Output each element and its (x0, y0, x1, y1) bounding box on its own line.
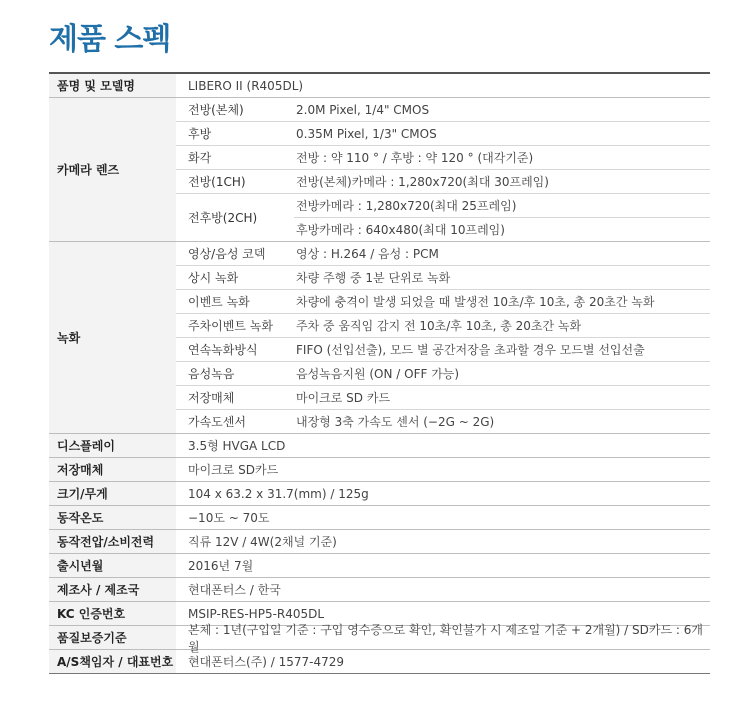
spec-value: FIFO (선입선출), 모드 별 공간저장을 초과할 경우 모드별 선입선출 (296, 343, 645, 357)
spec-sub-label: 전방(본체) (188, 103, 244, 117)
spec-group-label: 동작온도 (49, 506, 176, 529)
spec-subrow (176, 98, 710, 121)
spec-group-label: KC 인증번호 (49, 602, 176, 625)
spec-value: 마이크로 SD 카드 (296, 391, 391, 405)
spec-value: 전방(본체)카메라 : 1,280x720(최대 30프레임) (296, 175, 549, 189)
spec-subrow (176, 242, 710, 265)
spec-group (49, 649, 710, 673)
spec-group-label: A/S책임자 / 대표번호 (49, 650, 176, 673)
spec-subrow (176, 385, 710, 409)
spec-subrow (176, 337, 710, 361)
spec-group (49, 241, 710, 433)
spec-subrows (176, 242, 710, 433)
spec-subrow (176, 265, 710, 289)
spec-group (49, 481, 710, 505)
spec-group (49, 74, 710, 97)
spec-group-label: 저장매체 (49, 458, 176, 481)
spec-sub-label: 상시 녹화 (188, 271, 239, 285)
spec-value: 차량에 충격이 발생 되었을 때 발생전 10초/후 10초, 총 20초간 녹화 (296, 295, 655, 309)
spec-value: 3.5형 HVGA LCD (188, 439, 286, 453)
spec-value: MSIP-RES-HP5-R405DL (188, 606, 325, 621)
spec-value: 전방 : 약 110 ° / 후방 : 약 120 ° (대각기준) (296, 151, 534, 165)
spec-subrow (176, 169, 710, 193)
spec-value: 2016년 7월 (188, 559, 254, 573)
spec-value: 현대폰터스 / 한국 (188, 583, 281, 597)
spec-group (49, 97, 710, 241)
spec-subrow (176, 145, 710, 169)
spec-value: 마이크로 SD카드 (188, 463, 279, 477)
spec-group-label: 출시년월 (49, 554, 176, 577)
page-title: 제품 스펙 (49, 22, 171, 57)
spec-value: 직류 12V / 4W(2채널 기준) (188, 535, 337, 549)
spec-subrow (176, 121, 710, 145)
spec-table (49, 72, 710, 674)
spec-value: 영상 : H.264 / 음성 : PCM (296, 247, 439, 261)
spec-group-label: 품명 및 모델명 (49, 74, 176, 97)
spec-group-label: 제조사 / 제조국 (49, 578, 176, 601)
spec-subrow (176, 361, 710, 385)
spec-value: 본체 : 1년(구입일 기준 : 구입 영수증으로 확인, 확인불가 시 제조일 기준 + 2개월) / SD카드 : 6개월 (188, 622, 703, 654)
spec-subrow (176, 289, 710, 313)
spec-subrows (176, 98, 710, 241)
spec-value: 차량 주행 중 1분 단위로 녹화 (296, 271, 451, 285)
spec-group-label: 동작전압/소비전력 (49, 530, 176, 553)
spec-value: 104 x 63.2 x 31.7(mm) / 125g (188, 486, 369, 501)
spec-value: 2.0M Pixel, 1/4" CMOS (296, 102, 430, 117)
spec-sub-label: 가속도센서 (188, 415, 246, 429)
spec-value: 후방카메라 : 640x480(최대 10프레임) (294, 217, 710, 241)
spec-group-label: 녹화 (49, 242, 176, 433)
spec-group (49, 505, 710, 529)
spec-sub-label: 음성녹음 (188, 367, 235, 381)
spec-value: LIBERO II (R405DL) (188, 78, 304, 93)
spec-value: 주차 중 움직임 감지 전 10초/후 10초, 총 20초간 녹화 (296, 319, 582, 333)
spec-group (49, 622, 710, 654)
spec-sub-label: 전후방(2CH) (188, 211, 258, 225)
spec-group-label: 품질보증기준 (49, 626, 176, 649)
spec-sub-label: 영상/음성 코덱 (188, 247, 266, 261)
spec-subrow (176, 313, 710, 337)
spec-group-label: 디스플레이 (49, 434, 176, 457)
spec-subrow (176, 193, 710, 241)
spec-sub-label: 이벤트 녹화 (188, 295, 250, 309)
spec-group (49, 553, 710, 577)
spec-sub-label: 주차이벤트 녹화 (188, 319, 273, 333)
spec-value: 음성녹음지원 (ON / OFF 가능) (296, 367, 460, 381)
spec-sub-label: 전방(1CH) (188, 175, 246, 189)
spec-value: 전방카메라 : 1,280x720(최대 25프레임) (296, 199, 517, 213)
spec-group-label: 카메라 렌즈 (49, 98, 176, 241)
spec-value: −10도 ~ 70도 (188, 511, 270, 525)
spec-group (49, 433, 710, 457)
spec-value: 현대폰터스(주) / 1577-4729 (188, 655, 344, 669)
spec-group-label: 크기/무게 (49, 482, 176, 505)
spec-group (49, 457, 710, 481)
spec-value: 0.35M Pixel, 1/3" CMOS (296, 126, 437, 141)
spec-sub-label: 후방 (188, 127, 212, 141)
spec-sub-label: 화각 (188, 151, 212, 165)
spec-group (49, 529, 710, 553)
spec-sub-label: 연속녹화방식 (188, 343, 258, 357)
spec-group (49, 577, 710, 601)
spec-subrow (176, 409, 710, 433)
spec-sub-label: 저장매체 (188, 391, 235, 405)
spec-value: 내장형 3축 가속도 센서 (−2G ~ 2G) (296, 415, 495, 429)
